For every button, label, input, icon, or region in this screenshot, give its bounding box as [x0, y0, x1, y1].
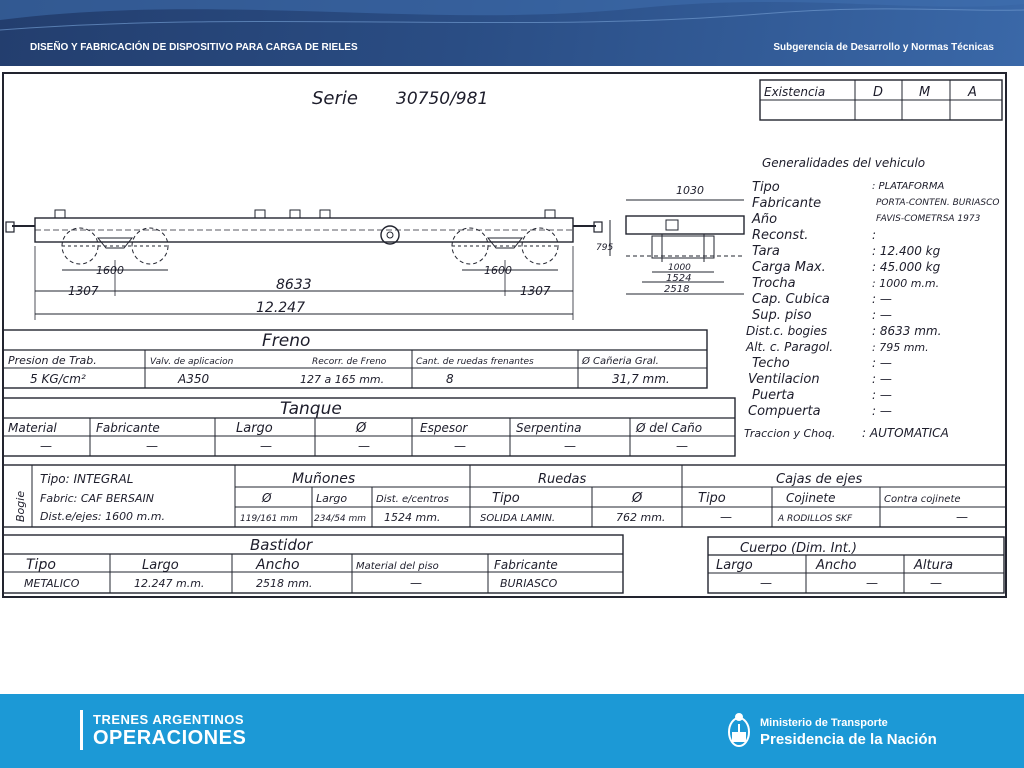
bastidor-value-largo: 12.247 m.m.	[134, 577, 205, 590]
tanque-value-material: —	[40, 439, 52, 453]
gen-label-dist-bogies: Dist.c. bogies	[746, 324, 828, 338]
tanque-value-cano: —	[676, 439, 688, 453]
existencia-col-m: M	[919, 85, 931, 100]
ruedas-header-diametro: Ø	[632, 491, 643, 506]
bogie-fabric: Fabric: CAF BERSAIN	[40, 492, 155, 505]
gen-label-carga-max: Carga Max.	[752, 260, 826, 275]
gen-label-reconst: Reconst.	[752, 228, 809, 243]
gen-label-cap-cubica: Cap. Cubica	[752, 292, 830, 307]
tanque-value-espesor: —	[454, 439, 466, 453]
gen-label-sup-piso: Sup. piso	[752, 308, 812, 323]
generalidades-title: Generalidades del vehiculo	[762, 156, 926, 170]
existencia-col-a: A	[968, 85, 977, 100]
tanque-value-serpentina: —	[564, 439, 576, 453]
ruedas-title: Ruedas	[538, 472, 587, 487]
gen-label-tara: Tara	[752, 244, 780, 259]
cajas-value-tipo: —	[720, 510, 732, 524]
munones-header-diametro: Ø	[262, 491, 272, 505]
serie-label: Serie	[312, 88, 358, 109]
bogie-dist: Dist.e/ejes: 1600 m.m.	[40, 510, 165, 523]
bastidor-header-material: Material del piso	[356, 561, 439, 572]
cuerpo-header-altura: Altura	[914, 558, 954, 573]
gen-label-fabricante: Fabricante	[752, 196, 822, 211]
presidency-name: Presidencia de la Nación	[760, 731, 937, 748]
presentation-title: DISEÑO Y FABRICACIÓN DE DISPOSITIVO PARA CARGA DE RIELES	[30, 42, 358, 53]
dim-1030: 1030	[676, 184, 704, 197]
cajas-value-contra: —	[956, 510, 968, 524]
ruedas-value-tipo: SOLIDA LAMIN.	[480, 513, 556, 524]
tanque-header-diametro: Ø	[356, 421, 367, 436]
gen-value-puerta: : —	[872, 388, 892, 402]
cajas-header-contra: Contra cojinete	[884, 494, 961, 505]
freno-header-ruedas: Cant. de ruedas frenantes	[416, 357, 534, 367]
ministry-name: Ministerio de Transporte	[760, 717, 888, 729]
cuerpo-header-largo: Largo	[716, 558, 753, 573]
tanque-header-material: Material	[8, 421, 57, 435]
bastidor-header-fabricante: Fabricante	[494, 558, 558, 572]
gen-value-cap-cubica: : —	[872, 292, 892, 306]
cajas-header-cojinete: Cojinete	[786, 491, 836, 505]
page-footer	[0, 694, 1024, 768]
freno-title: Freno	[262, 331, 311, 351]
gen-value-carga-max: : 45.000 kg	[872, 260, 941, 274]
freno-value-presion: 5 KG/cm²	[30, 372, 86, 386]
tanque-header-espesor: Espesor	[420, 421, 468, 435]
department-name: Subgerencia de Desarrollo y Normas Técnicas	[773, 42, 994, 53]
cajas-value-cojinete: A RODILLOS SKF	[778, 514, 853, 524]
bogie-tipo: Tipo: INTEGRAL	[40, 472, 134, 486]
gen-value-traccion: : AUTOMATICA	[862, 426, 949, 440]
dim-12247: 12.247	[256, 300, 305, 316]
bastidor-title: Bastidor	[250, 536, 313, 554]
brand-divider	[80, 710, 83, 750]
dim-8633: 8633	[276, 277, 312, 293]
gen-label-compuerta: Compuerta	[748, 404, 821, 419]
tanque-value-largo: —	[260, 439, 272, 453]
cajas-title: Cajas de ejes	[776, 472, 863, 487]
gen-value-compuerta: : —	[872, 404, 892, 418]
dim-1000: 1000	[668, 263, 691, 273]
dim-795: 795	[596, 243, 614, 253]
tanque-title: Tanque	[280, 399, 342, 419]
freno-value-caneria: 31,7 mm.	[612, 372, 670, 386]
gen-value-ventilacion: : —	[872, 372, 892, 386]
existencia-table	[760, 80, 1002, 120]
freno-header-recorr: Recorr. de Freno	[312, 357, 387, 367]
cuerpo-title: Cuerpo (Dim. Int.)	[740, 541, 857, 556]
national-seal-icon	[726, 710, 752, 752]
freno-value-recorr: 127 a 165 mm.	[300, 373, 385, 386]
gen-label-traccion: Traccion y Choq.	[744, 427, 836, 440]
gen-value-tara: : 12.400 kg	[872, 244, 941, 258]
bastidor-header-tipo: Tipo	[26, 557, 56, 573]
gen-label-ano: Año	[752, 212, 778, 227]
munones-header-largo: Largo	[316, 492, 348, 505]
cuerpo-value-altura: —	[930, 576, 942, 590]
ruedas-header-tipo: Tipo	[492, 491, 520, 506]
gen-label-techo: Techo	[752, 356, 790, 371]
munones-header-dist: Dist. e/centros	[376, 494, 449, 505]
gen-label-ventilacion: Ventilacion	[748, 372, 820, 387]
dim-1524: 1524	[666, 273, 692, 284]
dim-1307-right: 1307	[520, 284, 551, 298]
brand-line1: TRENES ARGENTINOS	[93, 712, 245, 727]
cuerpo-value-largo: —	[760, 576, 772, 590]
gen-value-reconst: :	[872, 228, 877, 242]
tanque-header-fabricante: Fabricante	[96, 421, 160, 435]
gen-label-trocha: Trocha	[752, 276, 796, 291]
gen-value-tipo: : PLATAFORMA	[872, 181, 945, 192]
munones-value-diametro: 119/161 mm	[240, 514, 298, 524]
bastidor-value-material: —	[410, 576, 422, 590]
bogie-side-label: Bogie	[14, 490, 27, 522]
dim-1600-right: 1600	[484, 264, 512, 277]
existencia-label: Existencia	[764, 85, 826, 99]
gen-label-alt-paragol: Alt. c. Paragol.	[746, 340, 834, 354]
gen-label-puerta: Puerta	[752, 388, 795, 403]
munones-value-largo: 234/54 mm	[314, 514, 367, 524]
freno-header-valvula: Valv. de aplicacion	[150, 357, 234, 367]
existencia-col-d: D	[873, 85, 884, 100]
tanque-value-fabricante: —	[146, 439, 158, 453]
tanque-header-cano: Ø del Caño	[636, 421, 703, 435]
technical-sheet	[0, 70, 1010, 602]
gen-value-techo: : —	[872, 356, 892, 370]
generalidades-list	[744, 180, 1000, 440]
bastidor-header-ancho: Ancho	[256, 557, 300, 573]
gen-value-fabricante: PORTA-CONTEN. BURIASCO	[876, 198, 1000, 208]
gen-value-alt-paragol: : 795 mm.	[872, 341, 929, 354]
munones-title: Muñones	[292, 471, 356, 487]
gen-label-tipo: Tipo	[752, 180, 780, 195]
gen-value-ano: FAVIS-COMETRSA 1973	[876, 214, 981, 224]
bastidor-header-largo: Largo	[142, 558, 179, 573]
bastidor-value-ancho: 2518 mm.	[256, 577, 313, 590]
tanque-header-largo: Largo	[236, 421, 273, 436]
brand-line2: OPERACIONES	[93, 727, 247, 749]
ruedas-value-diametro: 762 mm.	[616, 511, 666, 524]
cuerpo-header-ancho: Ancho	[816, 558, 857, 573]
dim-1307-left: 1307	[68, 284, 99, 298]
dim-2518: 2518	[664, 284, 690, 295]
tanque-header-serpentina: Serpentina	[516, 421, 582, 435]
bastidor-value-tipo: METALICO	[24, 577, 80, 590]
freno-header-presion: Presion de Trab.	[8, 354, 97, 367]
freno-header-caneria: Ø Cañeria Gral.	[582, 356, 659, 367]
technical-drawing	[0, 70, 1010, 602]
header-wave-decoration	[0, 0, 1024, 66]
freno-value-valvula: A350	[178, 372, 210, 386]
serie-number: 30750/981	[396, 89, 489, 109]
dim-1600-left: 1600	[96, 264, 124, 277]
munones-value-dist: 1524 mm.	[384, 511, 441, 524]
cuerpo-value-ancho: —	[866, 576, 878, 590]
cajas-header-tipo: Tipo	[698, 491, 726, 506]
page-header	[0, 0, 1024, 66]
gen-value-sup-piso: : —	[872, 308, 892, 322]
gen-value-trocha: : 1000 m.m.	[872, 277, 940, 290]
freno-value-ruedas: 8	[446, 372, 454, 386]
bastidor-value-fabricante: BURIASCO	[500, 577, 558, 590]
tanque-value-diametro: —	[358, 439, 370, 453]
gen-value-dist-bogies: : 8633 mm.	[872, 324, 942, 338]
